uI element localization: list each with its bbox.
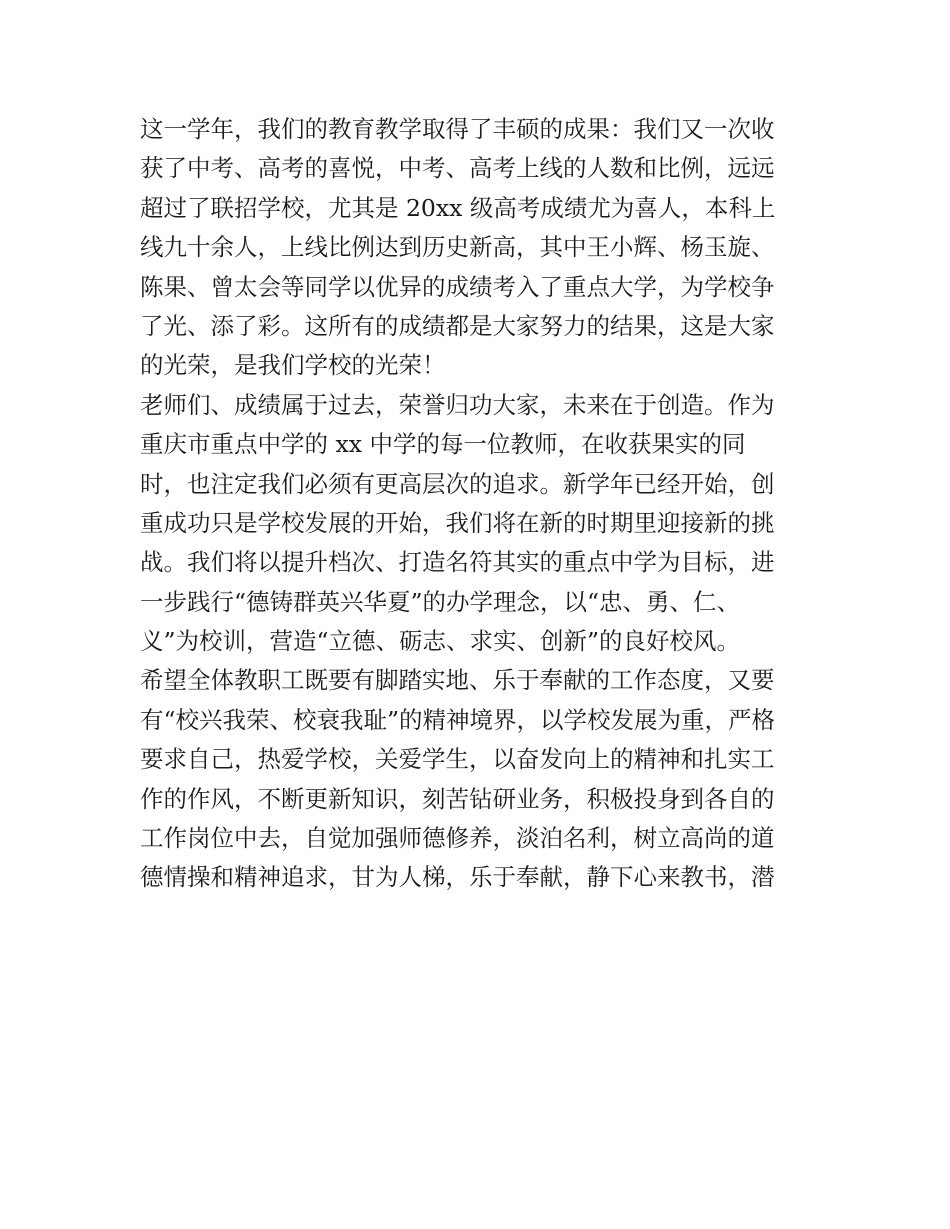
text-line: 陈果、曾太会等同学以优异的成绩考入了重点大学，为学校争 <box>140 272 775 301</box>
text-line: 获了中考、高考的喜悦，中考、高考上线的人数和比例，远远 <box>140 154 775 183</box>
text-line: 重庆市重点中学的 xx 中学的每一位教师，在收获果实的同 <box>140 430 746 459</box>
text-line: 要求自己，热爱学校，关爱学生，以奋发向上的精神和扎实工 <box>140 745 775 774</box>
text-line: 重成功只是学校发展的开始，我们将在新的时期里迎接新的挑 <box>140 508 775 537</box>
text-line: 了光、添了彩。这所有的成绩都是大家努力的结果，这是大家 <box>140 311 775 340</box>
text-line: 有“校兴我荣、校衰我耻”的精神境界，以学校发展为重，严格 <box>140 705 776 734</box>
text-line: 希望全体教职工既要有脚踏实地、乐于奉献的工作态度，又要 <box>140 666 775 695</box>
text-line: 德情操和精神追求，甘为人梯，乐于奉献，静下心来教书，潜 <box>140 863 775 892</box>
text-line: 一步践行“德铸群英兴华夏”的办学理念，以“忠、勇、仁、 <box>140 587 741 616</box>
text-line: 时，也注定我们必须有更高层次的追求。新学年已经开始，创 <box>140 469 775 498</box>
text-line: 义”为校训，营造“立德、砺志、求实、创新”的良好校风。 <box>140 627 741 656</box>
text-line: 工作岗位中去，自觉加强师德修养，淡泊名利，树立高尚的道 <box>140 824 775 853</box>
text-line: 战。我们将以提升档次、打造名符其实的重点中学为目标，进 <box>140 548 775 577</box>
text-line: 线九十余人，上线比例达到历史新高，其中王小辉、杨玉旋、 <box>140 233 775 262</box>
text-line: 老师们、成绩属于过去，荣誉归功大家，未来在于创造。作为 <box>140 390 775 419</box>
text-line: 这一学年，我们的教育教学取得了丰硕的成果：我们又一次收 <box>140 115 775 143</box>
body-text <box>140 110 820 898</box>
text-line: 超过了联招学校，尤其是 20xx 级高考成绩尤为喜人，本科上 <box>140 193 776 222</box>
text-line: 作的作风，不断更新知识，刻苦钻研业务，积极投身到各自的 <box>140 784 775 813</box>
text-line: 的光荣，是我们学校的光荣！ <box>140 351 446 380</box>
